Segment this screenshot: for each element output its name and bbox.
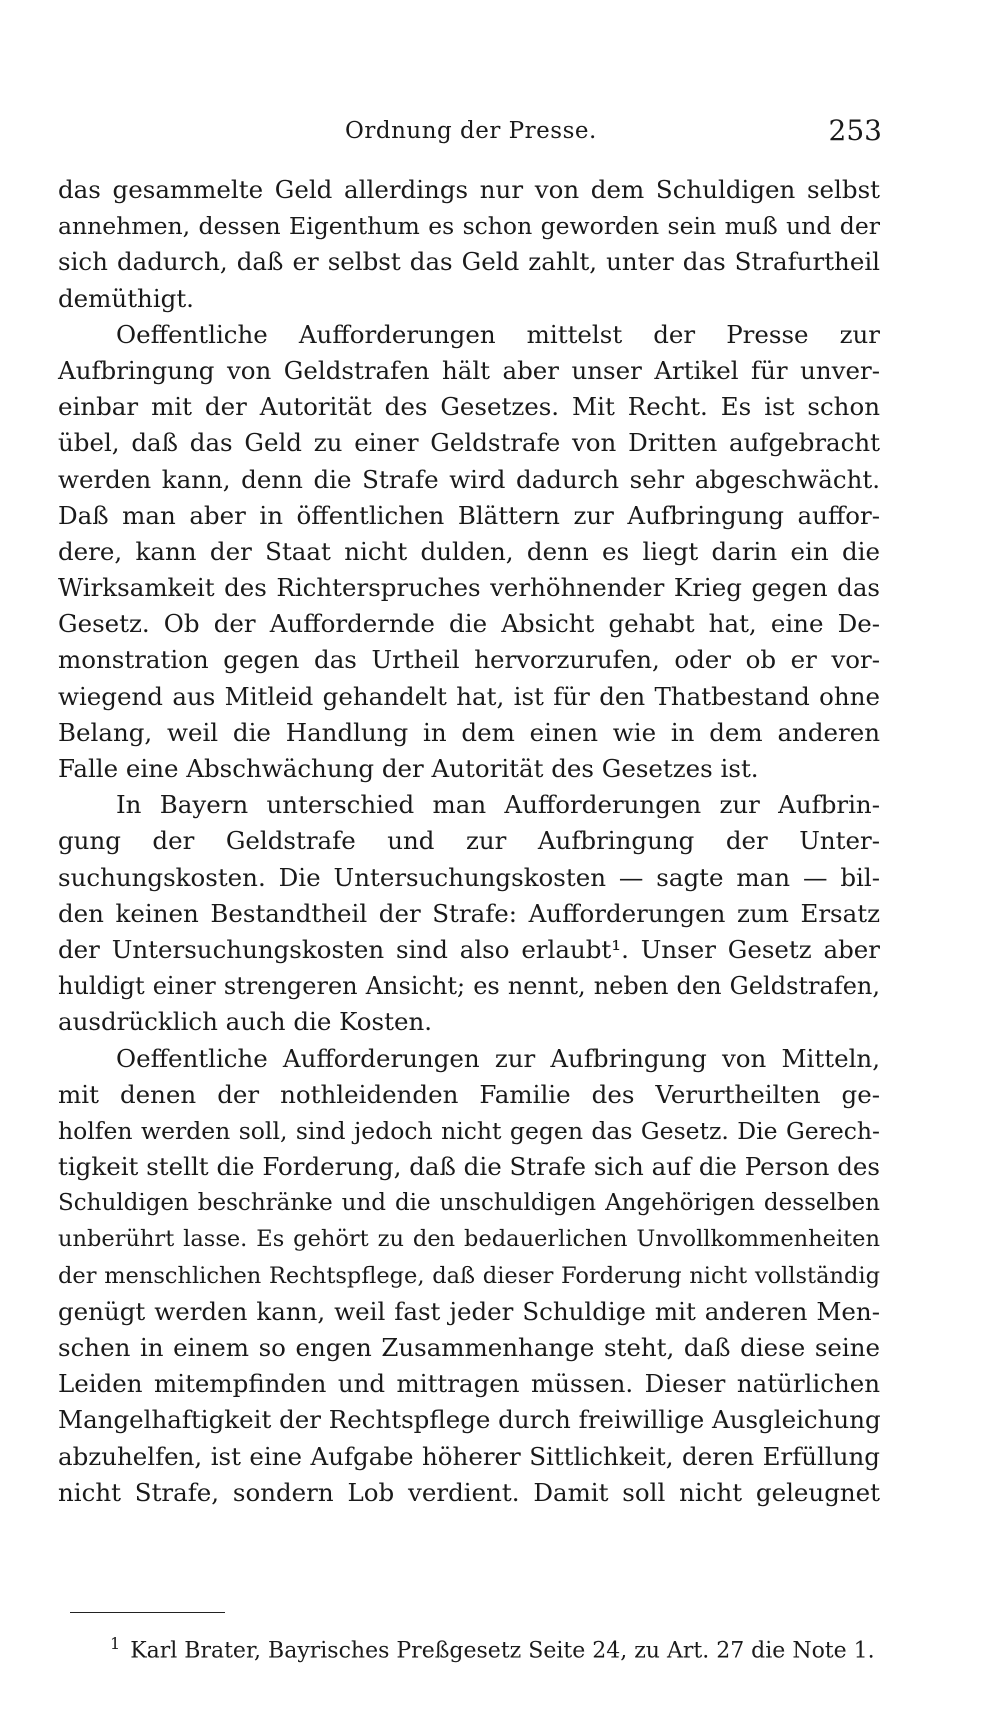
text-line: genügt werden kann, weil fast jeder Schuldige mit anderen Men- xyxy=(58,1296,880,1326)
text-line: Wirksamkeit des Richterspruches verhöhnender Krieg gegen das xyxy=(58,573,880,603)
footnote-marker: 1 xyxy=(110,1634,121,1653)
text-line: annehmen, dessen Eigenthum es schon geworden sein muß und der xyxy=(58,212,880,241)
text-line: gung der Geldstrafe und zur Aufbringung der Unter- xyxy=(58,826,880,856)
text-line: unberührt lasse. Es gehört zu den bedauerlichen Unvollkommenheiten xyxy=(58,1226,880,1253)
text-line: monstration gegen das Urtheil hervorzurufen, oder ob er vor- xyxy=(58,645,880,675)
text-line: Leiden mitempfinden und mittragen müssen. Dieser natürlichen xyxy=(58,1369,880,1399)
footnote-rule xyxy=(70,1612,225,1613)
page-number: 253 xyxy=(828,114,882,147)
text-line: ausdrücklich auch die Kosten. xyxy=(58,1007,433,1037)
text-line: den keinen Bestandtheil der Strafe: Aufforderungen zum Ersatz xyxy=(58,898,880,928)
text-line: übel, daß das Geld zu einer Geldstrafe von Dritten aufgebracht xyxy=(58,428,880,458)
text-line: huldigt einer strengeren Ansicht; es nennt, neben den Geldstrafen, xyxy=(58,972,880,1001)
footnote-text: Karl Brater, Bayrisches Preßgesetz Seite 24, zu Art. 27 die Note 1. xyxy=(130,1638,875,1664)
text-line: schen in einem so engen Zusammenhange steht, daß diese seine xyxy=(58,1333,880,1362)
text-line: In Bayern unterschied man Aufforderungen zur Aufbrin- xyxy=(116,790,880,820)
text-line: mit denen der nothleidenden Familie des Verurtheilten ge- xyxy=(58,1079,880,1109)
text-line: Mangelhaftigkeit der Rechtspflege durch freiwillige Ausgleichung xyxy=(58,1405,881,1435)
text-line: Falle eine Abschwächung der Autorität des Gesetzes ist. xyxy=(58,754,759,783)
text-line: werden kann, denn die Strafe wird dadurch sehr abgeschwächt. xyxy=(58,464,880,494)
text-line: Daß man aber in öffentlichen Blättern zur Aufbringung auffor- xyxy=(58,500,880,530)
text-line: Belang, weil die Handlung in dem einen wie in dem anderen xyxy=(58,717,880,747)
running-title: Ordnung der Presse. xyxy=(345,118,597,144)
text-line: der Untersuchungskosten sind also erlaubt¹. Unser Gesetz aber xyxy=(58,934,880,964)
text-line: tigkeit stellt die Forderung, daß die Strafe sich auf die Person des xyxy=(58,1152,880,1182)
text-line: wiegend aus Mitleid gehandelt hat, ist für den Thatbestand ohne xyxy=(58,681,880,711)
text-line: holfen werden soll, sind jedoch nicht gegen das Gesetz. Die Gerech- xyxy=(58,1116,880,1145)
text-line: Schuldigen beschränke und die unschuldigen Angehörigen desselben xyxy=(58,1190,880,1217)
text-line: Oeffentliche Aufforderungen zur Aufbringung von Mitteln, xyxy=(116,1043,880,1073)
text-line: Gesetz. Ob der Auffordernde die Absicht gehabt hat, eine De- xyxy=(58,609,880,639)
text-line: demüthigt. xyxy=(58,283,194,313)
text-line: einbar mit der Autorität des Gesetzes. Mit Recht. Es ist schon xyxy=(58,392,880,422)
footnote xyxy=(110,1630,890,1665)
body-text xyxy=(58,172,880,1511)
text-line: sich dadurch, daß er selbst das Geld zahlt, unter das Strafurtheil xyxy=(58,247,880,277)
text-line: abzuhelfen, ist eine Aufgabe höherer Sittlichkeit, deren Erfüllung xyxy=(58,1441,880,1471)
text-line: nicht Strafe, sondern Lob verdient. Damit soll nicht geleugnet xyxy=(58,1477,880,1507)
text-line: der menschlichen Rechtspflege, daß dieser Forderung nicht vollständig xyxy=(58,1262,880,1289)
text-line: dere, kann der Staat nicht dulden, denn es liegt darin ein die xyxy=(58,536,880,566)
text-line: das gesammelte Geld allerdings nur von dem Schuldigen selbst xyxy=(58,175,880,204)
text-line: suchungskosten. Die Untersuchungskosten — sagte man — bil- xyxy=(58,862,880,892)
text-line: Oeffentliche Aufforderungen mittelst der Presse zur xyxy=(116,319,880,349)
text-line: Aufbringung von Geldstrafen hält aber unser Artikel für unver- xyxy=(58,355,880,385)
